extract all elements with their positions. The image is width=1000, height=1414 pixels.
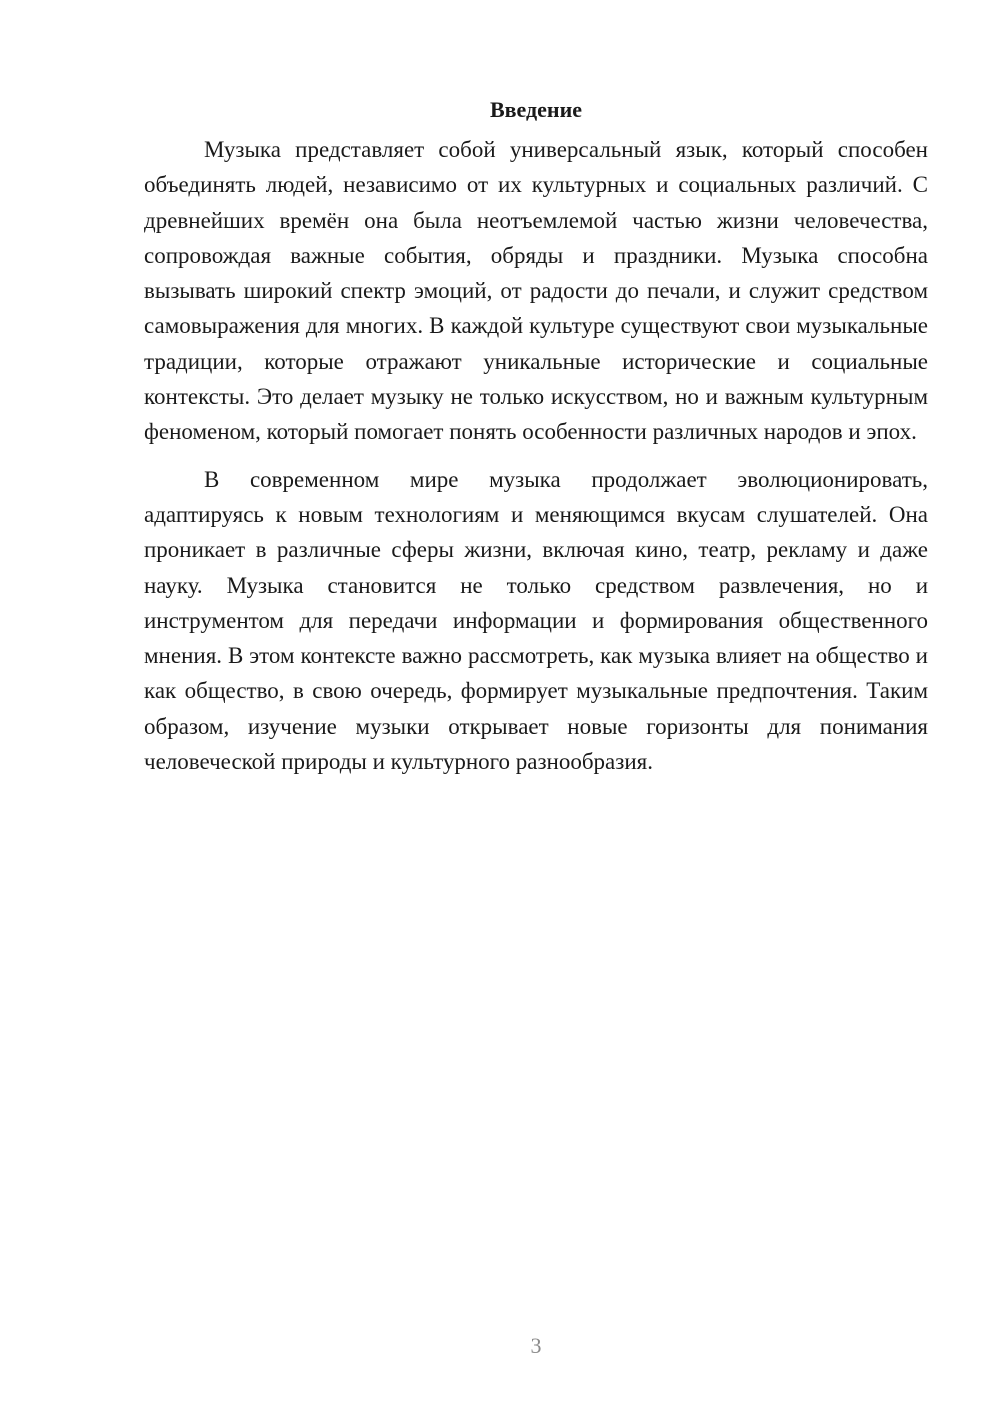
page-number: 3: [530, 1333, 542, 1358]
paragraph-1: Музыка представляет собой универсальный язык, который способен объединять людей, независимо от их культурных и социальных различий. С древнейших времён она была неотъемлемой частью жизни человечества, сопровождая важные события, обряды и праздники. Музыка способна вызывать широкий спектр эмоций, от радости до печали, и служит средством самовыражения для многих. В каждой культуре существуют свои музыкальные традиции, которые отражают уникальные исторические и социальные контексты. Это делает музыку не только искусством, но и важным культурным феноменом, который помогает понять особенности различных народов и эпох.: [144, 137, 928, 445]
paragraph-2: В современном мире музыка продолжает эволюционировать, адаптируясь к новым технологиям и меняющимся вкусам слушателей. Она проникает в различные сферы жизни, включая кино, театр, рекламу и даже науку. Музыка становится не только средством развлечения, но и инструментом для передачи информации и формирования общественного мнения. В этом контексте важно рассмотреть, как музыка влияет на общество и как общество, в свою очередь, формирует музыкальные предпочтения. Таким образом, изучение музыки открывает новые горизонты для понимания человеческой природы и культурного разнообразия.: [144, 466, 928, 775]
page-content: [144, 92, 928, 779]
section-title: Введение: [489, 97, 583, 122]
